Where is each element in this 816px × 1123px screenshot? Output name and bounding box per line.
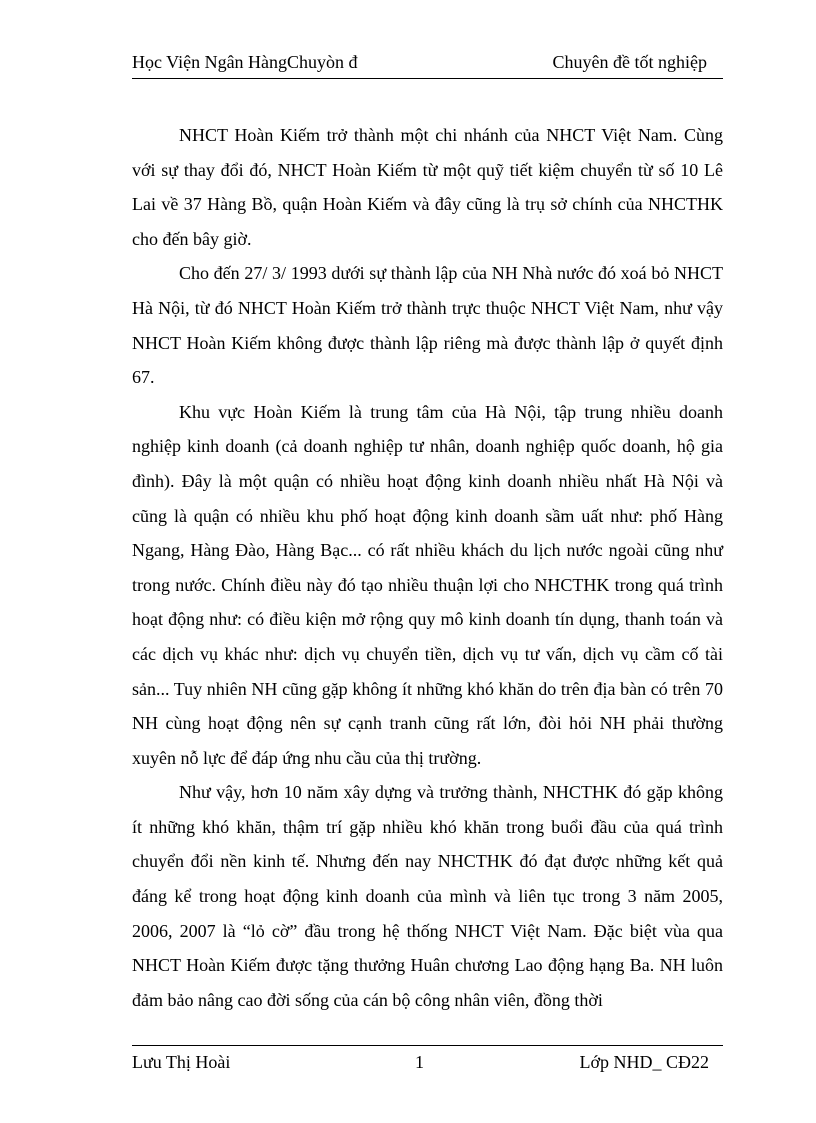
- paragraph-4: Như vậy, hơn 10 năm xây dựng và trưởng thành, NHCTHK đó gặp không ít những khó khăn, thậm trí gặp nhiều khó khăn trong buổi đầu của quá trình chuyển đổi nền kinh tế. Nhưng đến nay NHCTHK đó đạt được những kết quả đáng kể trong hoạt động kinh doanh của mình và liên tục trong 3 năm 2005, 2006, 2007 là “lỏ cờ” đầu trong hệ thống NHCT Việt Nam. Đặc biệt vùa qua NHCT Hoàn Kiếm được tặng thưởng Huân chương Lao động hạng Ba. NH luôn đảm bảo nâng cao đời sống của cán bộ công nhân viên, đồng thời: [132, 782, 723, 1010]
- paragraph-3: Khu vực Hoàn Kiếm là trung tâm của Hà Nội, tập trung nhiều doanh nghiệp kinh doanh (cả doanh nghiệp tư nhân, doanh nghiệp quốc doanh, hộ gia đình). Đây là một quận có nhiều hoạt động kinh doanh nhiều nhất Hà Nội và cũng là quận có nhiều khu phố hoạt động kinh doanh sầm uất như: phố Hàng Ngang, Hàng Đào, Hàng Bạc... có rất nhiều khách du lịch nước ngoài cũng như trong nước. Chính điều này đó tạo nhiều thuận lợi cho NHCTHK trong quá trình hoạt động như: có điều kiện mở rộng quy mô kinh doanh tín dụng, thanh toán và các dịch vụ khác như: dịch vụ chuyển tiền, dịch vụ tư vấn, dịch vụ cầm cố tài sản... Tuy nhiên NH cũng gặp không ít những khó khăn do trên địa bàn có trên 70 NH cùng hoạt động nên sự cạnh tranh cũng rất lớn, đòi hỏi NH phải thường xuyên nỗ lực để đáp ứng nhu cầu của thị trường.: [132, 401, 723, 768]
- header-institution: Học Viện Ngân HàngChuyòn đ: [132, 52, 358, 72]
- footer-author: Lưu Thị Hoài: [132, 1052, 231, 1072]
- paragraph-1: NHCT Hoàn Kiếm trở thành một chi nhánh của NHCT Việt Nam. Cùng với sự thay đổi đó, NHCT Hoàn Kiếm từ một quỹ tiết kiệm chuyển từ số 10 Lê Lai về 37 Hàng Bồ, quận Hoàn Kiếm và đây cũng là trụ sở chính của NHCTHK cho đến bây giờ.: [132, 125, 723, 249]
- paragraph-2: Cho đến 27/ 3/ 1993 dưới sự thành lập của NH Nhà nước đó xoá bỏ NHCT Hà Nội, từ đó NHCT Hoàn Kiếm trở thành trực thuộc NHCT Việt Nam, như vậy NHCT Hoàn Kiếm không được thành lập riêng mà được thành lập ở quyết định 67.: [132, 263, 723, 388]
- footer-class: Lớp NHD_ CĐ22: [579, 1052, 709, 1072]
- page-header: [132, 52, 723, 79]
- document-body: [132, 118, 723, 1017]
- header-doc-type: Chuyên đề tốt nghiệp: [552, 52, 707, 72]
- page-number: 1: [415, 1052, 424, 1072]
- page-footer: [132, 1045, 723, 1076]
